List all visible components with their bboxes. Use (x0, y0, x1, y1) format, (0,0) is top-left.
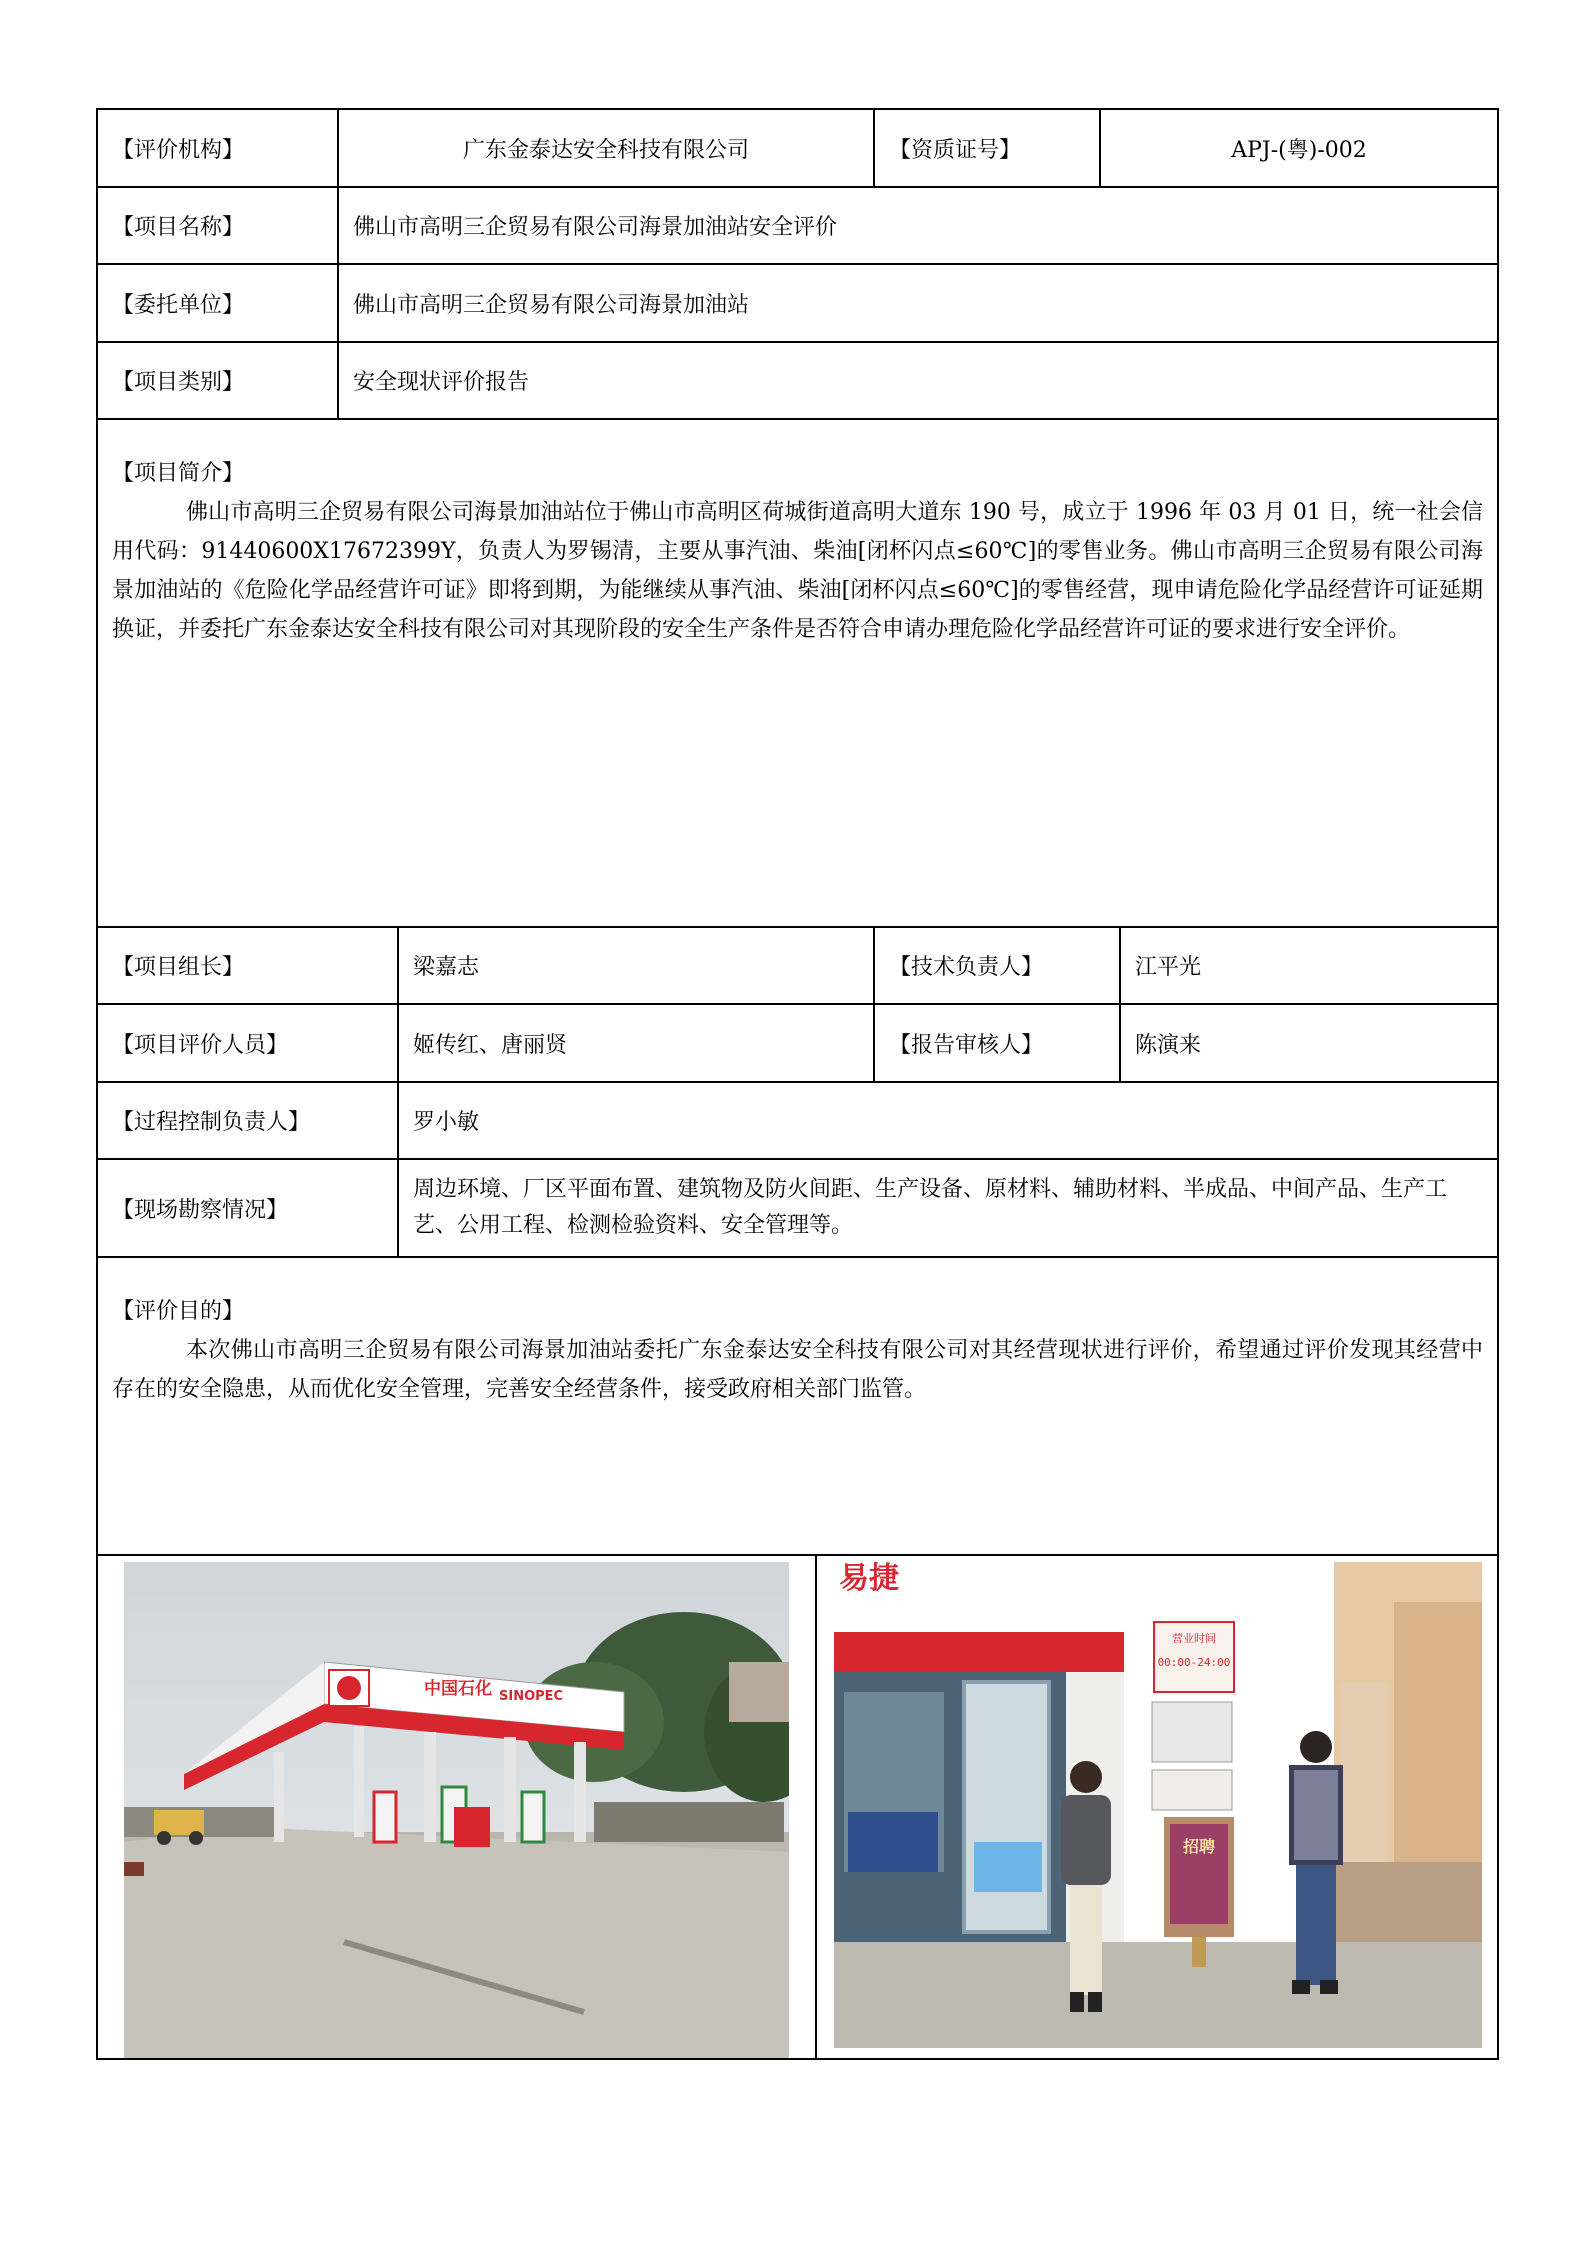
store-front-illustration (834, 1562, 1482, 2048)
purpose-text: 本次佛山市高明三企贸易有限公司海景加油站委托广东金泰达安全科技有限公司对其经营现状进行评价，希望通过评价发现其经营中存在的安全隐患，从而优化安全管理，完善安全经营条件，接受政府相关部门监管。 (112, 1338, 1483, 1402)
photo-divider (815, 1556, 817, 2058)
row-organization (98, 110, 1497, 188)
org-label: 【评价机构】 (112, 137, 245, 163)
leader-value: 梁嘉志 (397, 928, 873, 1003)
client-value: 佛山市高明三企贸易有限公司海景加油站 (337, 265, 1497, 341)
cert-label: 【资质证号】 (873, 110, 1099, 186)
category-value: 安全现状评价报告 (337, 343, 1497, 418)
row-client (98, 265, 1497, 343)
row-evaluators (98, 1005, 1497, 1083)
project-intro-section (98, 420, 1497, 928)
canopy-en-text: SINOPEC (499, 1689, 564, 1704)
tech-lead-label: 【技术负责人】 (873, 928, 1119, 1003)
row-leader (98, 928, 1497, 1005)
reviewer-value: 陈演来 (1119, 1005, 1497, 1081)
row-project-name (98, 188, 1497, 265)
project-name-label: 【项目名称】 (112, 215, 245, 240)
row-category (98, 343, 1497, 420)
gas-station-illustration (124, 1562, 789, 2058)
store-front-photo (834, 1562, 1482, 2048)
org-value: 广东金泰达安全科技有限公司 (337, 110, 873, 186)
intro-title: 【项目简介】 (112, 461, 245, 486)
client-label: 【委托单位】 (112, 292, 245, 318)
process-label: 【过程控制负责人】 (112, 1110, 311, 1135)
evaluation-summary-table (96, 108, 1499, 2060)
survey-value: 周边环境、厂区平面布置、建筑物及防火间距、生产设备、原材料、辅助材料、半成品、中间产品、生产工艺、公用工程、检测检验资料、安全管理等。 (397, 1160, 1497, 1256)
gas-station-photo (124, 1562, 789, 2058)
evaluators-label: 【项目评价人员】 (112, 1032, 289, 1058)
canopy-cn-text: 中国石化 (424, 1679, 492, 1699)
process-value: 罗小敏 (397, 1083, 1497, 1158)
purpose-section (98, 1258, 1497, 1556)
row-process-control (98, 1083, 1497, 1160)
intro-text: 佛山市高明三企贸易有限公司海景加油站位于佛山市高明区荷城街道高明大道东 190 号，成立于 1996 年 03 月 01 日，统一社会信用代码：91440600X17672399Y，负责人为罗锡清，主要从事汽油、柴油[闭杯闪点≤60℃]的零售业务。佛山市高明三企贸易有限公司海景加油站的《危险化学品经营许可证》即将到期，为能继续从事汽油、柴油[闭杯闪点≤60℃]的零售经营，现申请危险化学品经营许可证延期换证，并委托广东金泰达安全科技有限公司对其现阶段的安全生产条件是否符合申请办理危险化学品经营许可证的要求进行安全评价。 (112, 500, 1483, 642)
evaluators-value: 姬传红、唐丽贤 (397, 1005, 873, 1081)
category-label: 【项目类别】 (112, 370, 245, 395)
purpose-title: 【评价目的】 (112, 1299, 245, 1324)
project-name-value: 佛山市高明三企贸易有限公司海景加油站安全评价 (337, 188, 1497, 263)
leader-label: 【项目组长】 (112, 955, 245, 980)
hours-sign-text: 00:00-24:00 (1157, 1656, 1231, 1669)
reviewer-label: 【报告审核人】 (873, 1005, 1119, 1081)
cert-value: APJ-(粤)-002 (1099, 110, 1497, 186)
row-site-survey (98, 1160, 1497, 1258)
brand-partial-text: 易捷 (839, 1562, 899, 1596)
poster-text: 招聘 (1182, 1837, 1216, 1856)
tech-lead-value: 江平光 (1119, 928, 1497, 1003)
survey-label: 【现场勘察情况】 (112, 1197, 289, 1223)
photos-row (98, 1556, 1497, 2058)
hours-sign-title: 营业时间 (1172, 1632, 1216, 1645)
